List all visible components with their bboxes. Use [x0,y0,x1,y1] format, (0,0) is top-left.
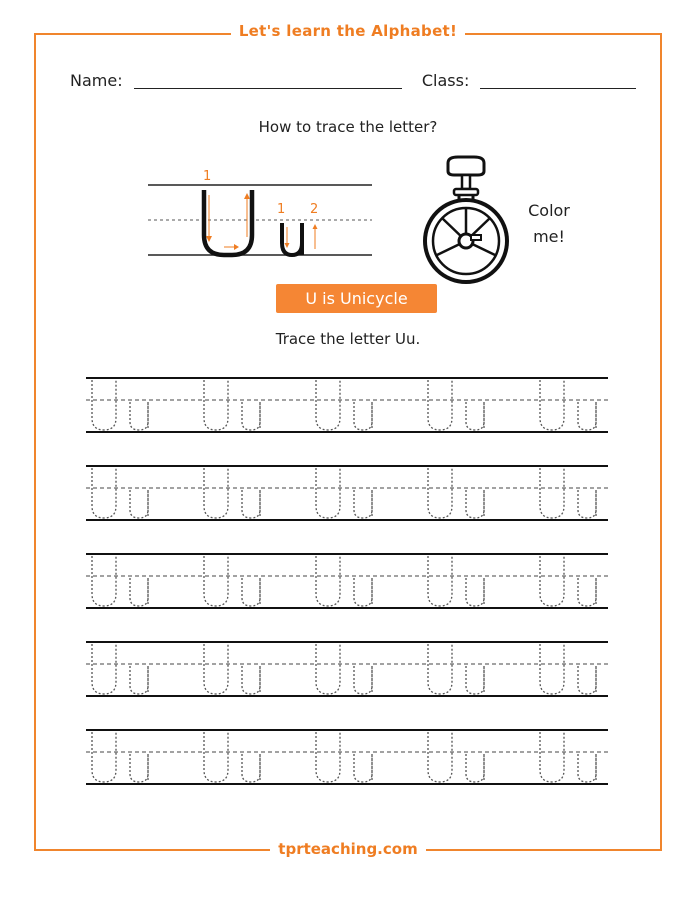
trace-uppercase-u [204,380,228,430]
trace-lowercase-u [354,754,372,782]
trace-lowercase-u [130,402,148,430]
trace-uppercase-u [92,644,116,694]
trace-lowercase-u [130,666,148,694]
trace-uppercase-u [428,732,452,782]
class-label: Class: [421,71,470,90]
trace-lowercase-u [242,754,260,782]
trace-lowercase-u [466,490,484,518]
lower-arrowhead-down [285,243,290,248]
stroke-arrowhead-down [206,236,212,242]
unicycle-seatpost [462,175,470,189]
word-badge: U is Unicycle [276,284,437,313]
color-me-caption [512,198,586,250]
trace-uppercase-u [540,732,564,782]
trace-uppercase-u [204,556,228,606]
trace-uppercase-u [428,556,452,606]
trace-lowercase-u [354,666,372,694]
tracing-practice-area [86,370,612,810]
tracing-row [86,642,608,696]
unicycle-clamp [454,189,478,195]
trace-lowercase-u [354,402,372,430]
lower-arrowhead-up [313,224,318,229]
trace-uppercase-u [428,468,452,518]
trace-lowercase-u [578,402,596,430]
footer [0,840,696,858]
trace-uppercase-u [540,468,564,518]
trace-uppercase-u [204,468,228,518]
tracing-row [86,730,608,784]
trace-lowercase-u [130,754,148,782]
uppercase-u-glyph [204,190,252,255]
color-me-line2: me! [533,227,565,246]
unicycle-pedal [471,235,481,240]
name-label: Name: [70,71,123,90]
trace-uppercase-u [540,556,564,606]
unicycle-picture [418,155,514,285]
trace-uppercase-u [428,380,452,430]
trace-lowercase-u [578,490,596,518]
trace-uppercase-u [92,732,116,782]
trace-heading: Trace the letter Uu. [275,330,421,348]
trace-uppercase-u [316,380,340,430]
trace-lowercase-u [130,490,148,518]
title-text: Let's learn the Alphabet! [238,22,458,40]
trace-uppercase-u [92,556,116,606]
uppercase-stroke-number: 1 [203,169,212,184]
trace-lowercase-u [354,578,372,606]
trace-lowercase-u [466,754,484,782]
trace-lowercase-u [578,754,596,782]
stroke-order-demo [148,165,378,265]
color-me-line1: Color [528,201,570,220]
trace-uppercase-u [92,468,116,518]
tracing-row [86,378,608,432]
trace-uppercase-u [92,380,116,430]
trace-uppercase-u [204,732,228,782]
trace-lowercase-u [578,666,596,694]
name-field[interactable] [134,74,402,89]
class-field[interactable] [480,74,636,89]
trace-lowercase-u [354,490,372,518]
tracing-row [86,466,608,520]
unicycle-seat [448,157,484,175]
trace-lowercase-u [130,578,148,606]
lowercase-stroke-number-1: 1 [277,202,286,217]
trace-lowercase-u [242,578,260,606]
worksheet-title [0,22,696,40]
trace-lowercase-u [466,578,484,606]
trace-uppercase-u [204,644,228,694]
trace-lowercase-u [578,578,596,606]
trace-uppercase-u [428,644,452,694]
trace-lowercase-u [242,490,260,518]
lowercase-u-glyph [282,223,302,255]
footer-site: tprteaching.com [270,840,425,858]
trace-uppercase-u [316,556,340,606]
lowercase-stroke-number-2: 2 [310,202,319,217]
how-to-trace-heading: How to trace the letter? [258,118,438,136]
trace-uppercase-u [316,644,340,694]
tracing-row [86,554,608,608]
trace-lowercase-u [466,666,484,694]
trace-uppercase-u [316,732,340,782]
student-info-row [70,71,636,90]
trace-lowercase-u [242,666,260,694]
trace-lowercase-u [466,402,484,430]
trace-uppercase-u [540,644,564,694]
trace-uppercase-u [316,468,340,518]
stroke-arrowhead-up [244,193,250,199]
stroke-arrowhead-right [234,244,239,250]
trace-lowercase-u [242,402,260,430]
trace-uppercase-u [540,380,564,430]
